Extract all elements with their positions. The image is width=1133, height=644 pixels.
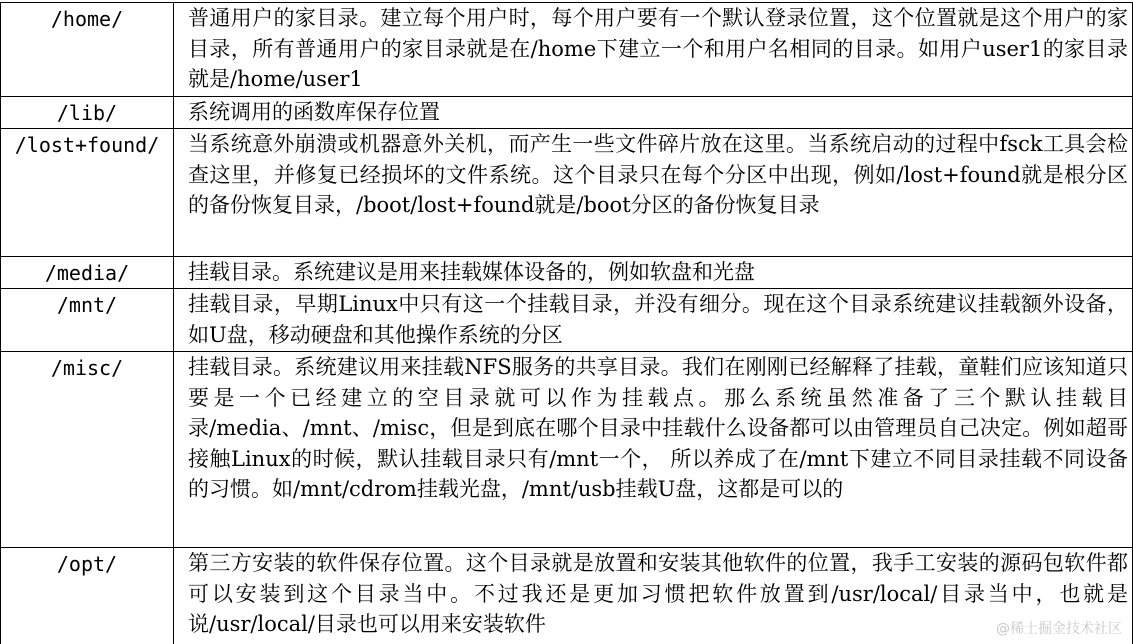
table-row <box>1 548 1133 644</box>
description-cell: 系统调用的函数库保存位置 <box>174 97 1133 129</box>
path-cell: /opt/ <box>1 548 174 644</box>
path-cell: /misc/ <box>1 352 174 548</box>
path-cell: /mnt/ <box>1 289 174 352</box>
path-cell: /media/ <box>1 257 174 289</box>
table-row <box>1 289 1133 352</box>
watermark: @稀土掘金技术社区 <box>993 617 1125 639</box>
description-cell: 第三方安装的软件保存位置。这个目录就是放置和安装其他软件的位置，我手工安装的源码包软件都可以安装到这个目录当中。不过我还是更加习惯把软件放置到/usr/local/目录当中，也就是说/usr/local/目录也可以用来安装软件 <box>174 548 1133 644</box>
description-cell: 普通用户的家目录。建立每个用户时，每个用户要有一个默认登录位置，这个位置就是这个用户的家目录，所有普通用户的家目录就是在/home下建立一个和用户名相同的目录。如用户user1的家目录就是/home/user1 <box>174 3 1133 97</box>
table-row <box>1 97 1133 129</box>
description-cell: 当系统意外崩溃或机器意外关机，而产生一些文件碎片放在这里。当系统启动的过程中fsck工具会检查这里，并修复已经损坏的文件系统。这个目录只在每个分区中出现，例如/lost+found就是根分区的备份恢复目录，/boot/lost+found就是/boot分区的备份恢复目录 <box>174 129 1133 257</box>
table-row <box>1 257 1133 289</box>
path-cell: /lib/ <box>1 97 174 129</box>
path-cell: /lost+found/ <box>1 129 174 257</box>
directory-table <box>0 2 1133 644</box>
path-cell: /home/ <box>1 3 174 97</box>
table-row <box>1 3 1133 97</box>
description-cell: 挂载目录。系统建议是用来挂载媒体设备的，例如软盘和光盘 <box>174 257 1133 289</box>
table-row <box>1 352 1133 548</box>
description-cell: 挂载目录，早期Linux中只有这一个挂载目录，并没有细分。现在这个目录系统建议挂载额外设备，如U盘，移动硬盘和其他操作系统的分区 <box>174 289 1133 352</box>
description-cell: 挂载目录。系统建议用来挂载NFS服务的共享目录。我们在刚刚已经解释了挂载，童鞋们应该知道只要是一个已经建立的空目录就可以作为挂载点。那么系统虽然准备了三个默认挂载目录/media、/mnt、/misc，但是到底在哪个目录中挂载什么设备都可以由管理员自己决定。例如超哥接触Linux的时候，默认挂载目录只有/mnt一个， 所以养成了在/mnt下建立不同目录挂载不同设备的习惯。如/mnt/cdrom挂载光盘，/mnt/usb挂载U盘，这都是可以的 <box>174 352 1133 548</box>
table-row <box>1 129 1133 257</box>
